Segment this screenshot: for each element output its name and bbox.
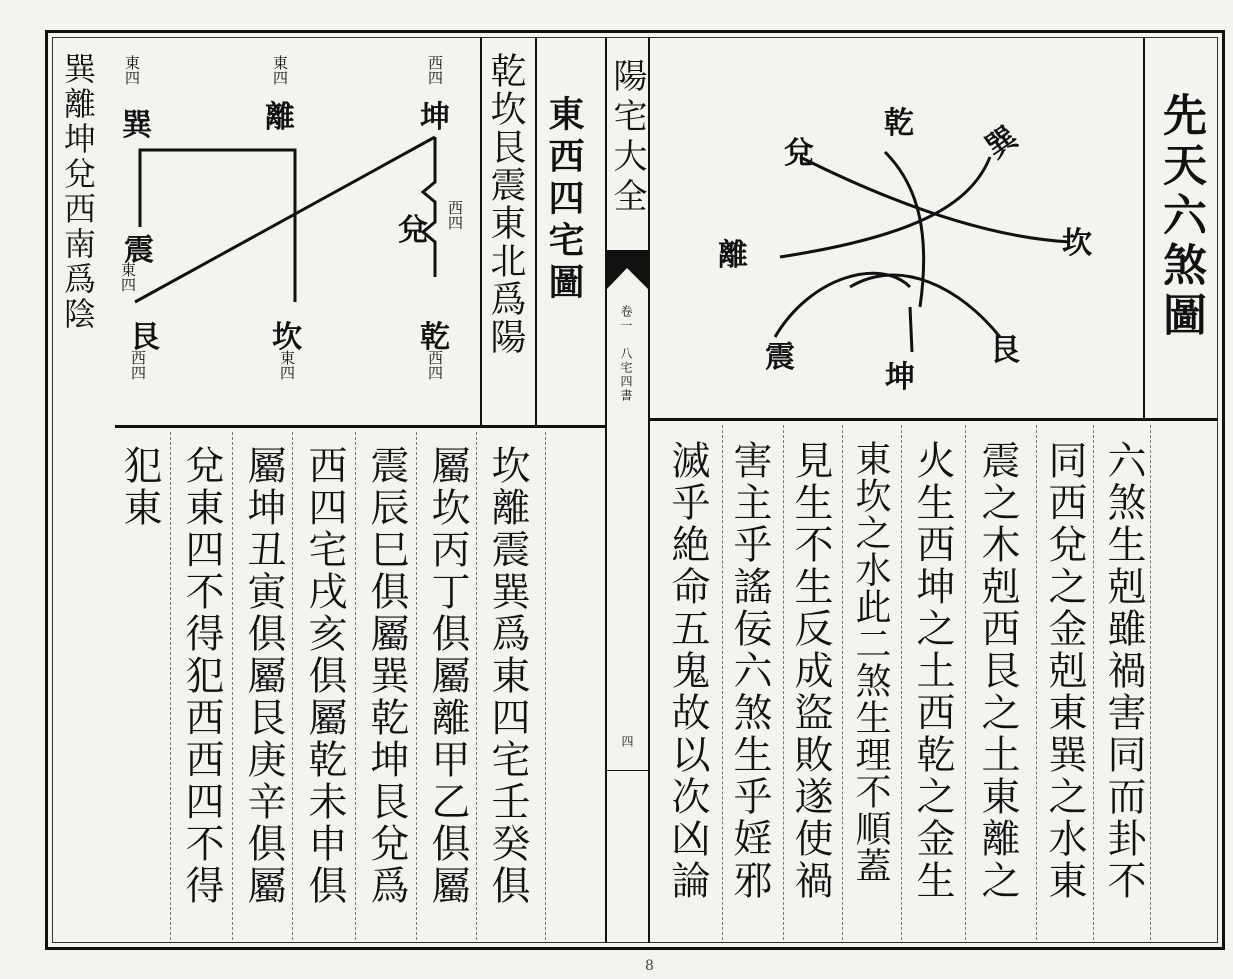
text-column: 同西兌之金剋東巽之水東 (1042, 440, 1087, 902)
left-label-kun: 坤 (420, 100, 450, 135)
spine-page-number: 四 (620, 735, 634, 747)
spine-chapter: 卷一 八宅四書 (619, 305, 633, 403)
text-column: 屬坎丙丁俱屬離甲乙俱屬 (425, 445, 470, 907)
diagram-label-kun: 坤 (885, 360, 915, 395)
right-page-title: 先天六煞圖 (1155, 92, 1206, 342)
col-rule (722, 425, 723, 940)
text-column: 西四宅戌亥俱屬乾未申俱 (302, 445, 347, 907)
diagram-label-dui: 兌 (784, 136, 814, 171)
text-column: 兌東四不得犯西西四不得 (179, 445, 224, 907)
left-label-kun-sub: 西四 (426, 55, 444, 85)
diagram-label-qian: 乾 (884, 106, 914, 141)
left-page-title: 東西四宅圖 (543, 95, 585, 305)
left-label-dui-sub: 西四 (446, 200, 464, 230)
text-column: 犯東 (117, 445, 162, 529)
text-column: 震辰巳俱屬巽乾坤艮兌爲 (364, 445, 409, 907)
left-label-kan: 坎 (272, 320, 302, 355)
diagram-label-xun: 巽 (979, 119, 1025, 166)
col-rule (901, 425, 902, 940)
col-rule (965, 425, 966, 940)
col-rule (416, 432, 417, 940)
spine-rule (606, 770, 649, 771)
text-column: 屬坤丑寅俱屬艮庚辛俱屬 (241, 445, 286, 907)
text-column: 見生不生反成盜敗遂使禍 (788, 440, 833, 902)
left-label-qian-sub: 西四 (426, 350, 444, 380)
col-rule (476, 432, 477, 940)
col-rule (1036, 425, 1037, 940)
col-rule (170, 432, 171, 940)
col-rule (545, 432, 546, 940)
text-column: 滅乎絶命五鬼故以次凶論 (665, 440, 710, 902)
left-label-li-sub: 東四 (271, 55, 289, 85)
col-rule (292, 432, 293, 940)
col-rule (842, 425, 843, 940)
left-label-zhen-sub: 東四 (119, 262, 137, 292)
text-column: 坎離震巽爲東四宅壬癸俱 (485, 445, 530, 907)
fishtail-mark-icon (606, 250, 649, 290)
diagram-label-zhen: 震 (765, 340, 795, 375)
text-column: 震之木剋西艮之土東離之 (975, 440, 1020, 902)
left-label-kan-sub: 東四 (278, 350, 296, 380)
text-column: 東坎之水此二煞生理不順蓋 (850, 440, 891, 884)
col-rule (355, 432, 356, 940)
title-divider-left (535, 37, 537, 425)
left-label-li: 離 (265, 100, 295, 135)
text-column: 火生西坤之土西乾之金生 (910, 440, 955, 902)
caption-yin: 巽離坤兌西南爲陰 (59, 52, 97, 332)
caption-yang: 乾坎艮震東北爲陽 (485, 52, 526, 356)
left-label-xun-sub: 東四 (123, 55, 141, 85)
footer-page-mark: 8 (645, 958, 654, 974)
left-label-xun: 巽 (122, 108, 152, 143)
text-column: 六煞生剋雖禍害同而卦不 (1101, 440, 1146, 902)
spine-title: 陽宅大全 (607, 58, 647, 218)
diagram-label-kan: 坎 (1062, 226, 1092, 261)
left-label-gen: 艮 (130, 320, 160, 355)
col-rule (1150, 425, 1151, 940)
caption-divider-left (480, 37, 482, 425)
left-label-dui: 兌 (398, 213, 428, 248)
left-label-gen-sub: 西四 (129, 350, 147, 380)
title-divider-right (1143, 37, 1145, 420)
diagram-label-gen: 艮 (990, 333, 1020, 368)
col-rule (232, 432, 233, 940)
left-label-qian: 乾 (420, 320, 450, 355)
text-column: 害主乎謠佞六煞生乎婬邪 (727, 440, 772, 902)
col-rule (1093, 425, 1094, 940)
left-text-top-rule (115, 425, 605, 428)
left-label-zhen: 震 (124, 233, 154, 268)
diagram-label-li: 離 (718, 238, 748, 273)
right-text-top-rule (650, 418, 1218, 421)
col-rule (783, 425, 784, 940)
